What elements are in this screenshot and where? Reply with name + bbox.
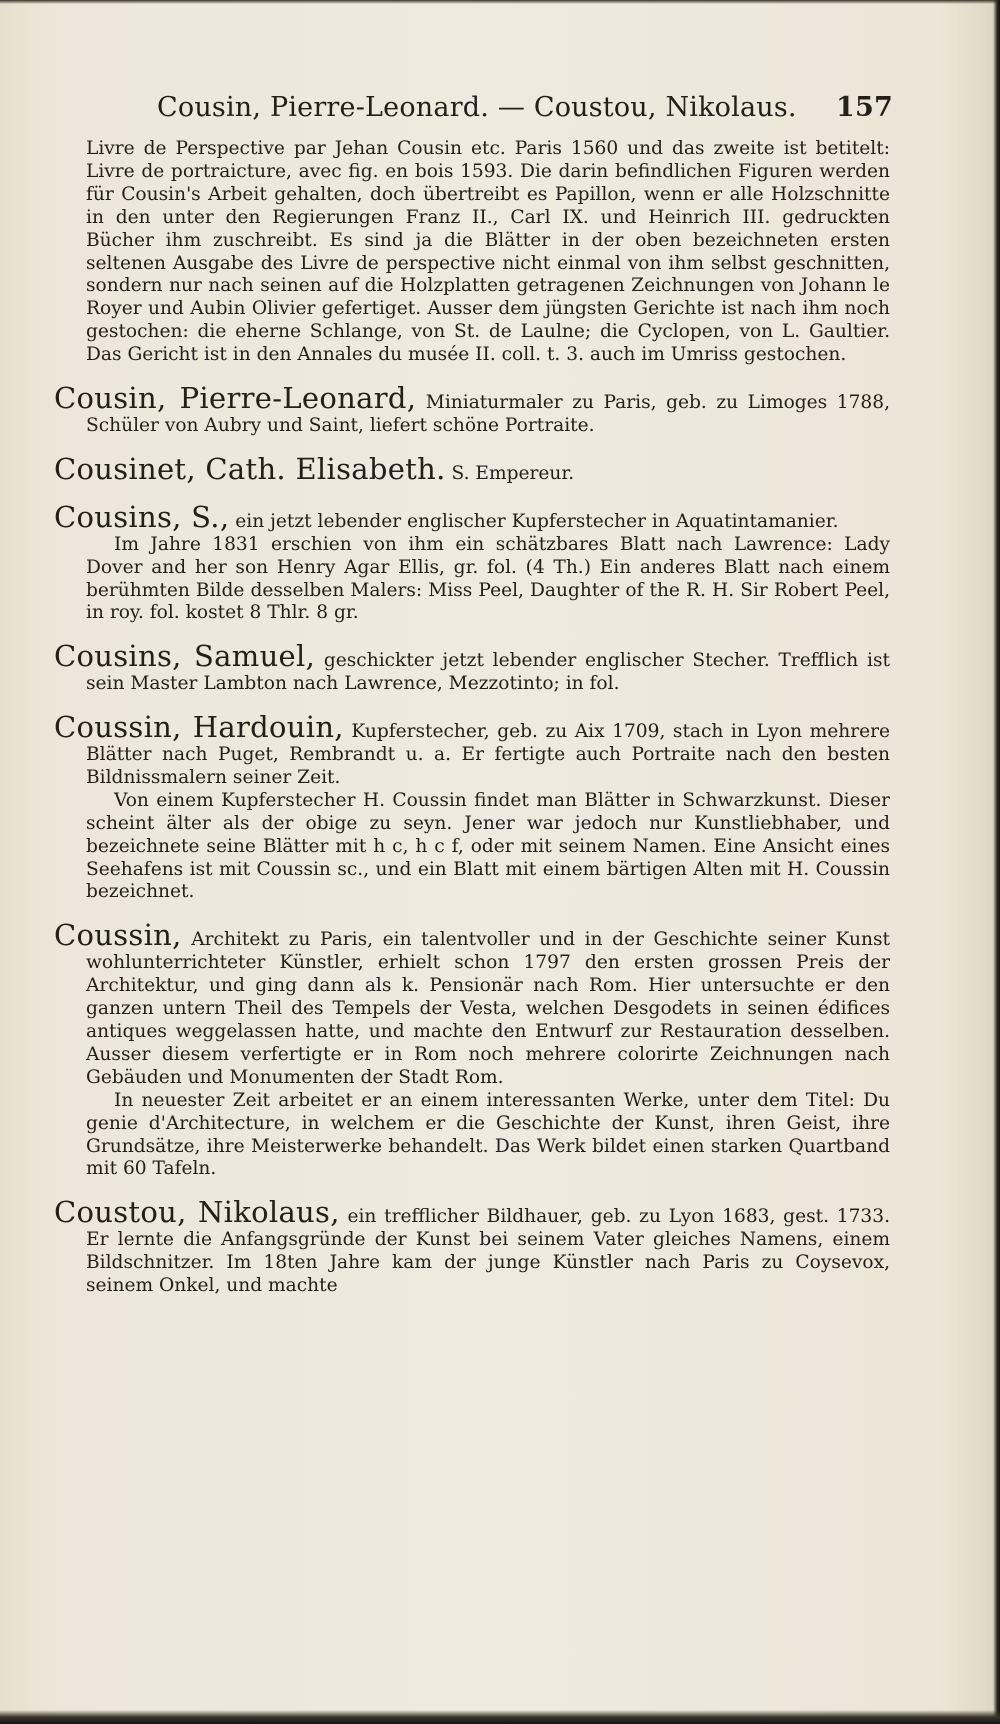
entry-paragraph-text: Im Jahre 1831 erschien von ihm ein schätzbares Blatt nach Lawrence: Lady Dover and her son Henry Agar Ellis, gr. fol. (4 Th.) Ein anderes Blatt nach einem berühmten Bilde desselben Malers: Miss Peel, Daughter of the R. H. Sir Robert Peel, in roy. fol. kostet 8 Thlr. 8 gr. xyxy=(86,533,890,624)
entry-headword: Cousin, Pierre-Leonard, xyxy=(54,381,417,416)
entry-coussin-architekt xyxy=(54,918,890,1181)
entry-paragraph xyxy=(54,1090,890,1182)
entry-headword: Cousins, S., xyxy=(54,499,230,534)
page-number: 157 xyxy=(836,92,893,123)
entry-first-paragraph xyxy=(54,381,890,438)
entry-headword: Coustou, Nikolaus, xyxy=(54,1195,340,1230)
entry-text: Architekt zu Paris, ein talentvoller und in der Geschichte seiner Kunst wohlunterrichteter Künstler, erhielt schon 1797 den ersten grossen Preis der Architektur, und ging dann als k. Pensionär nach Rom. Hier untersuchte er den ganzen untern Theil des Tempels der Vesta, welchen Desgodets in seinen édifices antiques weggelassen hatte, und machte den Entwurf zur Restauration desselben. Ausser diesem verfertigte er in Rom noch mehrere colorirte Zeichnungen nach Gebäuden und Monumenten der Stadt Rom. xyxy=(86,929,890,1088)
entry-paragraph xyxy=(54,534,890,626)
entry-cousin-pierre-leonard xyxy=(54,381,890,438)
entry-paragraph-text: In neuester Zeit arbeitet er an einem interessanten Werke, unter dem Titel: Du genie d'Architecture, in welchem er die Geschichte der Kunst, ihren Geist, ihre Grundsätze, ihre Meisterwerke behandelt. Das Werk bildet einen starken Quartband mit 60 Tafeln. xyxy=(86,1089,890,1180)
page-right-shadow xyxy=(993,0,1000,1724)
continued-paragraph: Livre de Perspective par Jehan Cousin etc. Paris 1560 und das zweite ist betitelt: Livre de portraicture, avec fig. en bois 1593. Die darin befindlichen Figuren werden für Cousin's Arbeit gehalten, doch übertreibt es Papillon, wenn er alle Holzschnitte in den unter den Regierungen Franz II., Carl IX. und Heinrich III. gedruckten Bücher ihm zuschreibt. Es sind ja die Blätter in der oben bezeichneten ersten seltenen Ausgabe des Livre de perspective nicht einmal von ihm selbst geschnitten, sondern nur nach seinen auf die Holzplatten getragenen Zeichnungen von Johann le Royer und Aubin Olivier gefertiget. Ausser dem jüngsten Gerichte ist nach ihm noch gestochen: die eherne Schlange, von St. de Laulne; die Cyclopen, von L. Gaultier. Das Gericht ist in den Annales du musée II. coll. t. 3. auch im Umriss gestochen. xyxy=(86,138,890,366)
entry-text: Miniaturmaler zu Paris, geb. zu Limoges 1788, Schüler von Aubry und Saint, liefert schöne Portraite. xyxy=(86,392,890,436)
dictionary-text xyxy=(54,138,890,1298)
page-bottom-shadow xyxy=(0,1710,1000,1724)
entry-text: ein trefflicher Bildhauer, geb. zu Lyon 1683, gest. 1733. Er lernte die Anfangsgründe der Kunst bei seinem Vater gleiches Namens, einem Bildschnitzer. Im 18ten Jahre kam der junge Künstler nach Paris zu Coysevox, seinem Onkel, und machte xyxy=(86,1206,890,1297)
entry-text: Kupferstecher, geb. zu Aix 1709, stach in Lyon mehrere Blätter nach Puget, Rembrandt u. a. Er fertigte auch Portraite nach den besten Bildnissmalern seiner Zeit. xyxy=(86,721,890,788)
entry-first-paragraph xyxy=(54,451,890,486)
entry-cousins-samuel xyxy=(54,639,890,696)
entry-coussin-hardouin xyxy=(54,710,890,904)
entry-first-paragraph xyxy=(54,710,890,790)
entry-first-paragraph xyxy=(54,499,890,534)
entry-first-paragraph xyxy=(54,639,890,696)
entry-headword: Coussin, Hardouin, xyxy=(54,710,344,745)
entry-headword: Cousinet, Cath. Elisabeth. xyxy=(54,451,446,486)
running-head-title: Cousin, Pierre-Leonard. — Coustou, Nikolaus. xyxy=(157,92,797,123)
entry-headword: Coussin, xyxy=(54,918,182,953)
entry-text: S. Empereur. xyxy=(445,462,575,484)
entry-coustou-nikolaus xyxy=(54,1195,890,1298)
entry-text: geschickter jetzt lebender englischer Stecher. Trefflich ist sein Master Lambton nach Lawrence, Mezzotinto; in fol. xyxy=(86,650,890,695)
entry-headword: Cousins, Samuel, xyxy=(54,639,316,674)
entry-text: ein jetzt lebender englischer Kupferstecher in Aquatintamanier. xyxy=(229,510,839,532)
entry-first-paragraph xyxy=(54,1195,890,1298)
running-head xyxy=(157,88,893,128)
entry-paragraph xyxy=(54,790,890,905)
entry-cousinet xyxy=(54,451,890,486)
page-top-shadow xyxy=(0,0,1000,4)
entry-paragraph-text: Von einem Kupferstecher H. Coussin findet man Blätter in Schwarzkunst. Dieser scheint älter als der obige zu seyn. Jener war jedoch nur Kunstliebhaber, und bezeichnete seine Blätter mit h c, h c f, oder mit seinem Namen. Eine Ansicht eines Seehafens ist mit Coussin sc., und ein Blatt mit einem bärtigen Alten mit H. Coussin bezeichnet. xyxy=(86,789,890,903)
entry-cousins-s xyxy=(54,499,890,626)
entry-first-paragraph xyxy=(54,918,890,1089)
